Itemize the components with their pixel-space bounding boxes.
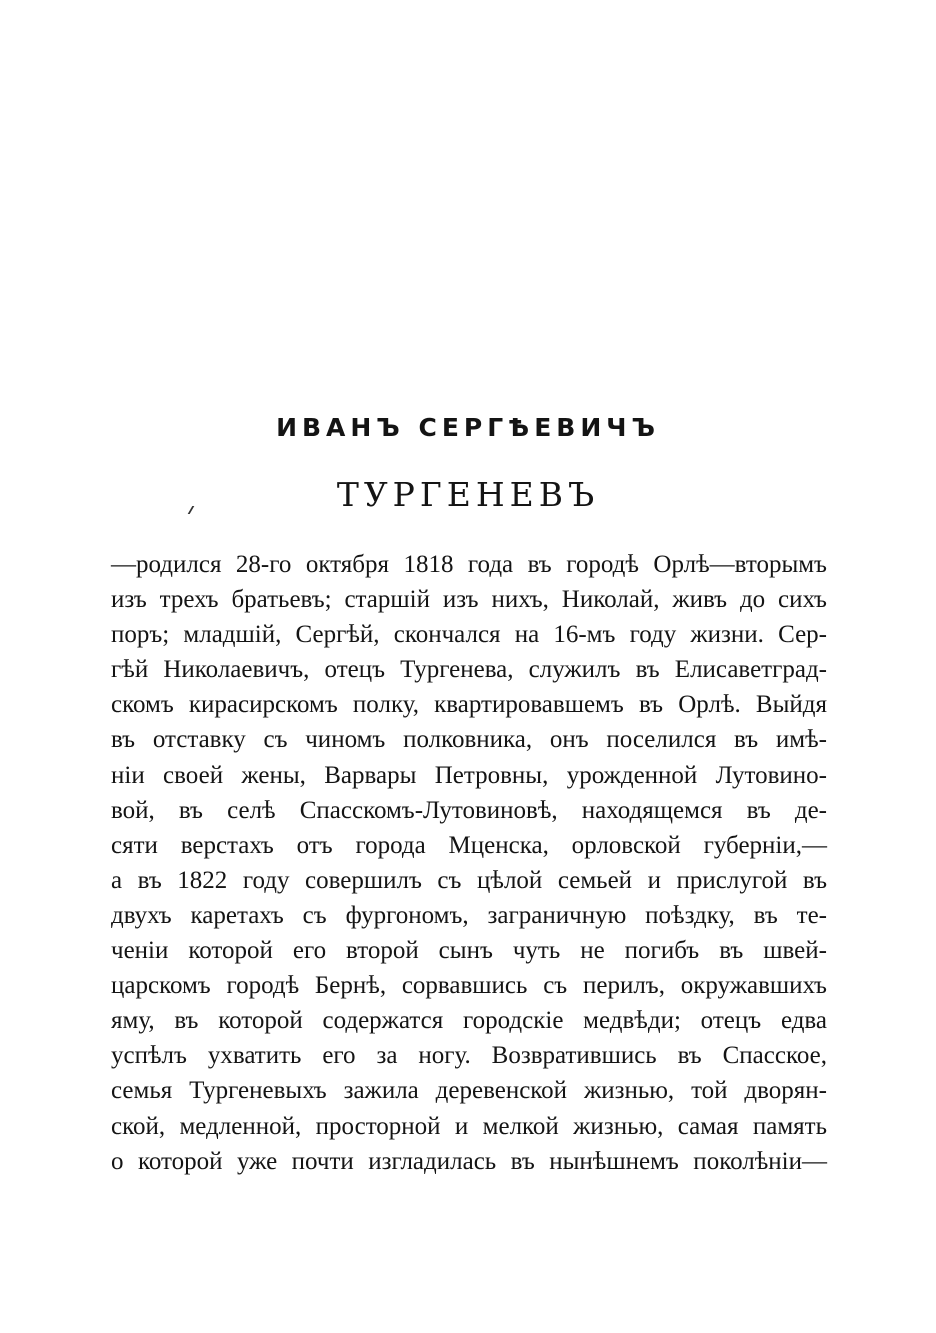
text-line: о которой уже почти изгладилась въ нынѣшнемъ поколѣніи— (111, 1147, 827, 1175)
text-line: успѣлъ ухватить его за ногу. Возвратившись въ Спасское, (111, 1042, 827, 1070)
text-line: поръ; младшій, Сергѣй, скончался на 16-мъ году жизни. Сер- (111, 621, 827, 649)
author-surname-title: ТУРГЕНЕВЪ (336, 475, 600, 514)
author-first-names: ИВАНЪ СЕРГѢЕВИЧЪ (276, 413, 660, 442)
text-line: сяти верстахъ отъ города Мценска, орловской губерніи,— (111, 831, 827, 859)
text-line: двухъ каретахъ съ фургономъ, заграничную поѣздку, въ те- (111, 901, 827, 929)
text-line: изъ трехъ братьевъ; старшій изъ нихъ, Николай, живъ до сихъ (111, 586, 827, 614)
text-line: а въ 1822 году совершилъ съ цѣлой семьей и прислугой въ (111, 866, 827, 894)
biography-paragraph (111, 547, 827, 1179)
text-line: семья Тургеневыхъ зажила деревенской жизнью, той дворян- (111, 1077, 827, 1105)
text-line: вой, въ селѣ Спасскомъ-Лутовиновѣ, находящемся въ де- (111, 796, 827, 824)
text-line: гѣй Николаевичъ, отецъ Тургенева, служилъ въ Елисаветград- (111, 656, 827, 684)
text-line: яму, въ которой содержатся городскіе медвѣди; отецъ едва (111, 1007, 827, 1035)
text-line: ченіи которой его второй сынъ чуть не погибъ въ швей- (111, 937, 827, 965)
text-line: ской, медленной, просторной и мелкой жизнью, самая память (111, 1112, 827, 1140)
text-line: ніи своей жены, Варвары Петровны, урожденной Лутовино- (111, 761, 827, 789)
text-line: царскомъ городѣ Бернѣ, сорвавшись съ перилъ, окружавшихъ (111, 972, 827, 1000)
text-line: въ отставку съ чиномъ полковника, онъ поселился въ имѣ- (111, 726, 827, 754)
text-line: —родился 28-го октября 1818 года въ городѣ Орлѣ—вторымъ (111, 551, 827, 578)
text-line: скомъ кирасирскомъ полку, квартировавшемъ въ Орлѣ. Выйдя (111, 691, 827, 719)
